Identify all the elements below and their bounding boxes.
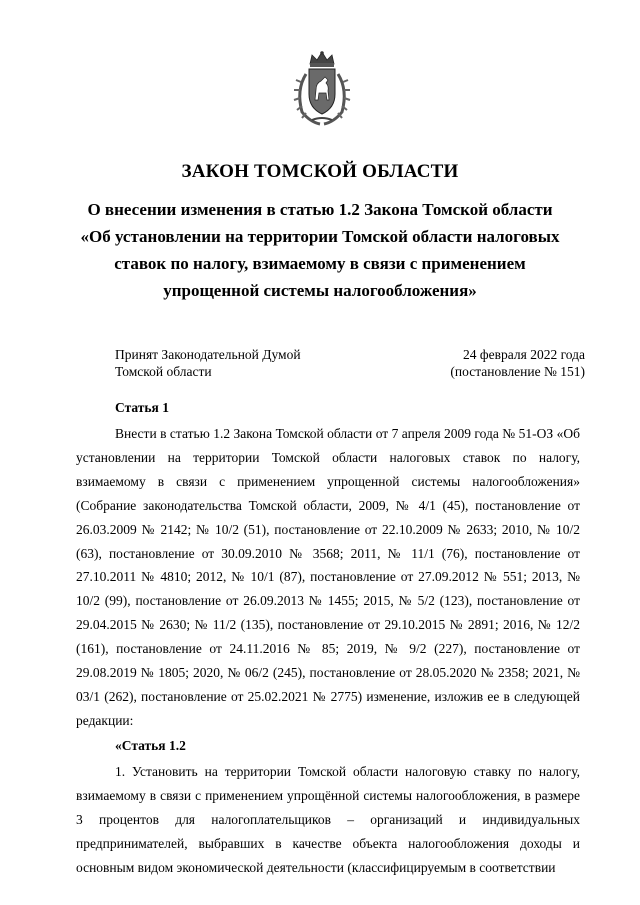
adoption-date-line: 24 февраля 2022 года	[463, 347, 585, 362]
tomsk-region-coat-of-arms-icon	[292, 50, 352, 126]
law-subtitle: О внесении изменения в статью 1.2 Закона Томской области «Об установлении на территории Томской области налоговых ставок по налогу, взимаемому в связи с применением упрощенной системы налогообложения»	[80, 200, 560, 300]
adoption-resolution-line: (постановление № 151)	[450, 364, 585, 379]
article-1-text: Внести в статью 1.2 Закона Томской области от 7 апреля 2009 года № 51-ОЗ «Об установлении на территории Томской области налоговых ставок по налогу, взимаемому в связи с применением упрощенной системы налогообложения» (Собрание законодательства Томской области, 2009, № 4/1 (45), постановление от 26.03.2009 № 2142; № 10/2 (51), постановление от 22.10.2009 № 2633; 2010, № 10/2 (63), постановление от 30.09.2010 № 3568; 2011, № 11/1 (76), постановление от 27.10.2011 № 4810; 2012, № 10/1 (87), постановление от 27.09.2012 № 551; 2013, № 10/2 (99), постановление от 26.09.2013 № 1455; 2015, № 5/2 (123), постановление от 29.04.2015 № 2630; № 11/2 (135), постановление от 29.10.2015 № 2891; 2016, № 12/2 (161), постановление от 24.11.2016 № 85; 2019, № 9/2 (227), постановление от 29.08.2019 № 1805; 2020, № 06/2 (245), постановление от 28.05.2020 № 2358; 2021, № 03/1 (262), постановление от 25.02.2021 № 2775) изменение, изложив ее в следующей редакции:	[76, 426, 580, 728]
article-1-2-text: 1. Установить на территории Томской области налоговую ставку по налогу, взимаемому в связи с применением упрощённой системы налогообложения, в размере 3 процентов для налогоплательщиков – организаций и индивидуальных предпринимателей, выбравших в качестве объекта налогообложения доходы и основным видом экономической деятельности (классифицируемым в соответствии	[76, 764, 580, 875]
adoption-body	[115, 346, 301, 380]
article-1-heading: Статья 1	[115, 400, 169, 415]
adoption-body-line2: Томской области	[115, 364, 212, 379]
article-1-2-heading: «Статья 1.2	[115, 738, 186, 753]
law-title: ЗАКОН ТОМСКОЙ ОБЛАСТИ	[181, 161, 459, 182]
adoption-body-line1: Принят Законодательной Думой	[115, 347, 301, 362]
adoption-date	[450, 346, 585, 380]
